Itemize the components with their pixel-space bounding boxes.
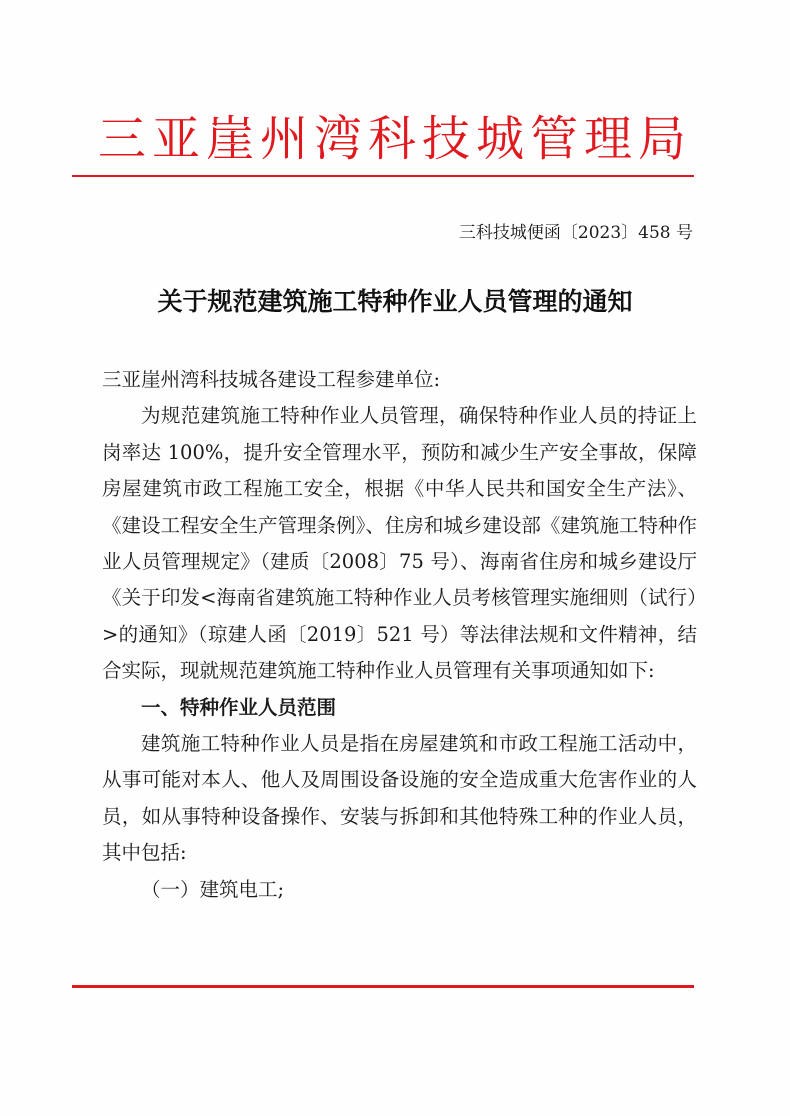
list-item: （一）建筑电工; <box>141 877 285 901</box>
intro-paragraph: 为规范建筑施工特种作业人员管理，确保特种作业人员的持证上岗率达 100%，提升安全管理水平，预防和减少生产安全事故，保障房屋建筑市政工程施工安全，根据《中华人民共和国安全生产法》、《建设工程安全生产管理条例》、住房和城乡建设部《建筑施工特种作业人员管理规定》（建质〔2008〕75 号）、海南省住房和城乡建设厅《关于印发<海南省建筑施工特种作业人员考核管理实施细则（试行）>的通知》（琼建人函〔2019〕521 号）等法律法规和文件精神，结合实际，现就规范建筑施工特种作业人员管理有关事项通知如下: <box>102 404 697 683</box>
header-red-rule <box>72 175 694 177</box>
footer-red-rule <box>72 985 694 988</box>
document-number: 三科技城便函〔2023〕458 号 <box>458 223 693 243</box>
section-paragraph: 建筑施工特种作业人员是指在房屋建筑和市政工程施工活动中，从事可能对本人、他人及周围设备设施的安全造成重大危害作业的人员，如从事特种设备操作、安装与拆卸和其他特殊工种的作业人员，其中包括: <box>102 732 697 865</box>
notice-body <box>102 362 697 908</box>
section-heading: 一、特种作业人员范围 <box>141 695 337 719</box>
agency-header-title: 三亚崖州湾科技城管理局 <box>97 111 692 167</box>
addressee-line: 三亚崖州湾科技城各建设工程参建单位: <box>102 368 441 391</box>
notice-title: 关于规范建筑施工特种作业人员管理的通知 <box>157 287 633 316</box>
